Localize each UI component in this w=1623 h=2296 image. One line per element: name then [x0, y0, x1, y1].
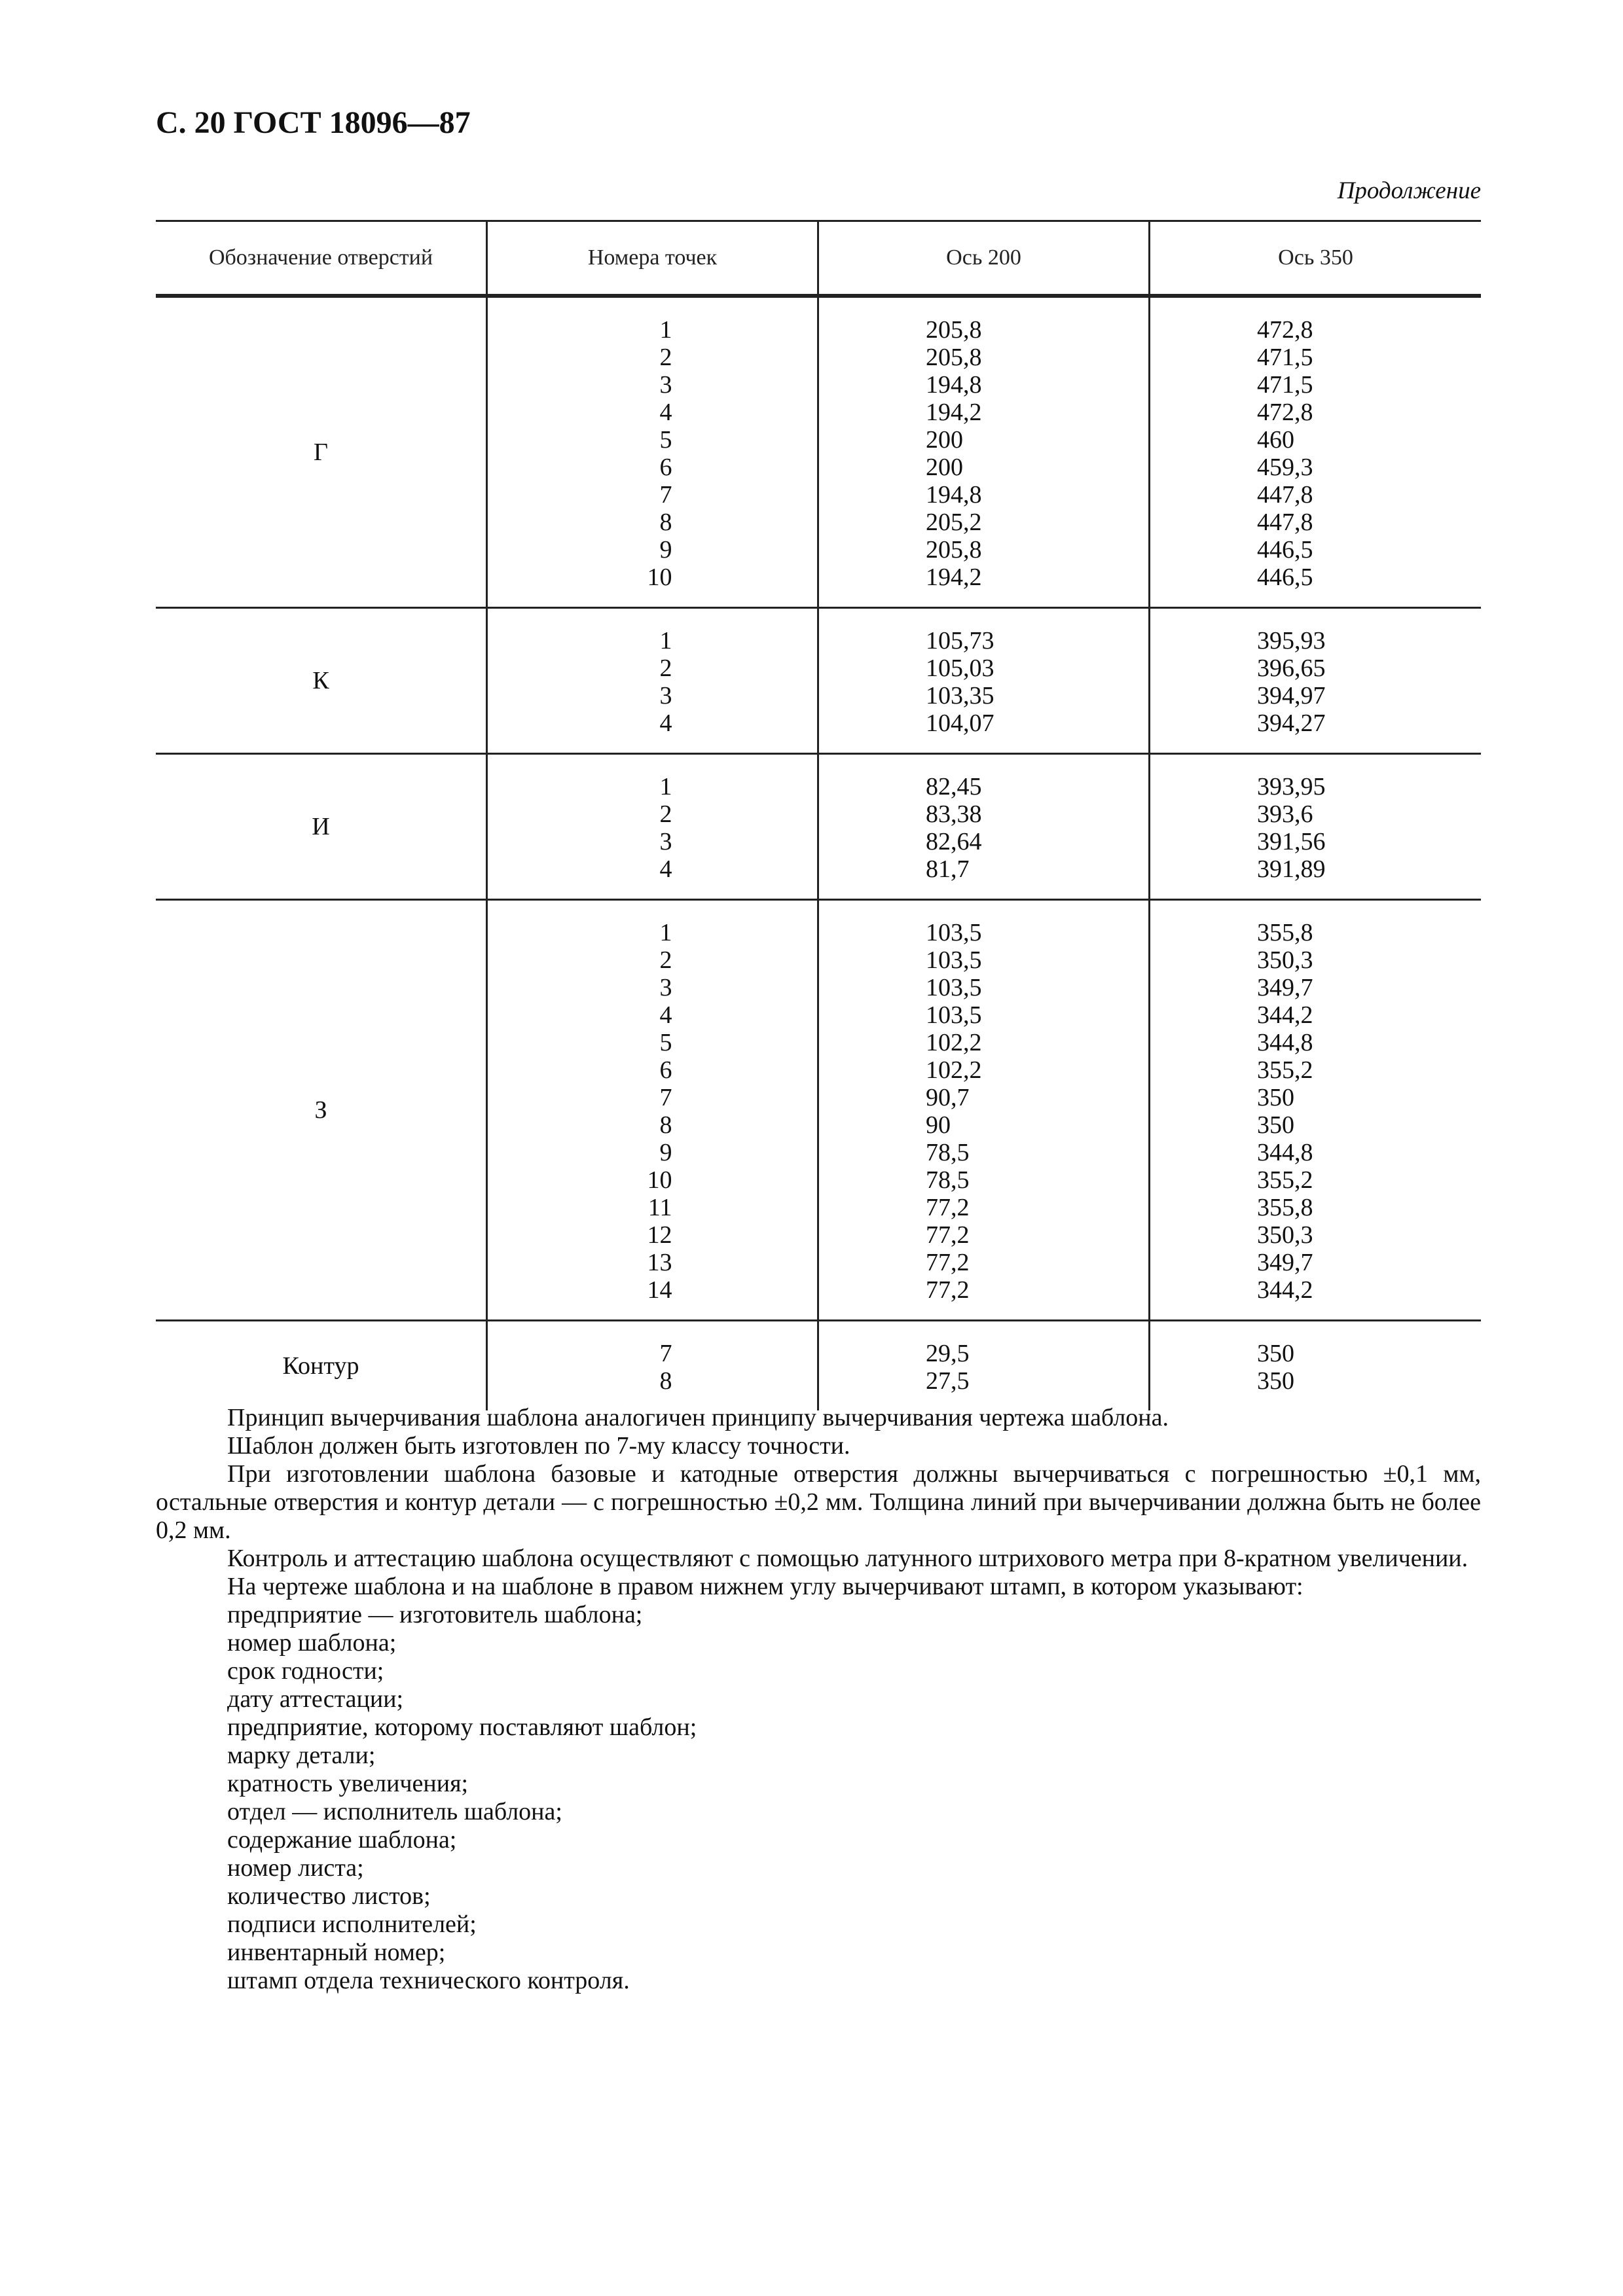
point-number-cell: 8 [659, 1111, 672, 1139]
point-number-column [486, 901, 817, 1319]
list-item: дату аттестации; [227, 1685, 404, 1713]
column-header-axis-200: Ось 200 [817, 222, 1148, 294]
axis-350-cell: 350 [1257, 1367, 1294, 1395]
axis-200-cell: 104,07 [926, 709, 994, 737]
paragraph: На чертеже шаблона и на шаблоне в правом нижнем углу вычерчивают штамп, в котором указывают: [227, 1573, 1304, 1600]
axis-200-cell: 103,5 [926, 974, 982, 1001]
continuation-label: Продолжение [1337, 177, 1481, 204]
point-number-cell: 1 [659, 773, 672, 800]
axis-200-cell: 200 [926, 454, 963, 481]
axis-350-cell: 344,2 [1257, 1001, 1313, 1029]
axis-350-cell: 349,7 [1257, 974, 1313, 1001]
axis-200-cell: 78,5 [926, 1166, 970, 1194]
list-item: предприятие, которому поставляют шаблон; [227, 1713, 697, 1741]
point-number-cell: 4 [659, 709, 672, 737]
axis-350-cell: 355,2 [1257, 1056, 1313, 1084]
point-number-cell: 5 [659, 1029, 672, 1056]
axis-350-cell: 393,95 [1257, 773, 1326, 800]
axis-200-cell: 82,64 [926, 828, 982, 855]
axis-200-cell: 77,2 [926, 1249, 970, 1276]
paragraph: При изготовлении шаблона базовые и катодные отверстия должны вычерчиваться с погрешностью ±0,1 мм, остальные отверстия и контур детали — с погрешностью ±0,2 мм. Толщина линий при вычерчивании должна быть не более 0,2 мм. [156, 1460, 1481, 1544]
axis-200-column [817, 298, 1148, 607]
axis-200-cell: 102,2 [926, 1029, 982, 1056]
axis-200-cell: 83,38 [926, 800, 982, 828]
table-group-row [156, 298, 1481, 609]
axis-200-cell: 78,5 [926, 1139, 970, 1166]
list-item: отдел — исполнитель шаблона; [227, 1798, 562, 1825]
point-number-cell: 8 [659, 1367, 672, 1395]
table-group-row [156, 901, 1481, 1321]
axis-200-cell: 205,2 [926, 509, 982, 536]
axis-350-cell: 344,8 [1257, 1139, 1313, 1166]
axis-200-cell: 77,2 [926, 1221, 970, 1249]
axis-200-cell: 205,8 [926, 316, 982, 344]
axis-200-column [817, 1321, 1148, 1410]
axis-200-column [817, 755, 1148, 899]
point-number-cell: 2 [659, 344, 672, 371]
axis-350-cell: 460 [1257, 426, 1294, 454]
axis-350-cell: 395,93 [1257, 627, 1326, 655]
list-item: подписи исполнителей; [227, 1910, 477, 1938]
axis-200-cell: 77,2 [926, 1194, 970, 1221]
axis-350-cell: 447,8 [1257, 481, 1313, 509]
point-number-column [486, 755, 817, 899]
axis-350-cell: 446,5 [1257, 536, 1313, 564]
point-number-cell: 6 [659, 454, 672, 481]
axis-200-cell: 82,45 [926, 773, 982, 800]
point-number-cell: 4 [659, 399, 672, 426]
point-number-cell: 10 [647, 564, 672, 591]
axis-350-cell: 471,5 [1257, 371, 1313, 399]
point-number-cell: 14 [647, 1276, 672, 1304]
paragraph: Контроль и аттестацию шаблона осуществляют с помощью латунного штрихового метра при 8-кратном увеличении. [227, 1545, 1468, 1572]
axis-200-cell: 200 [926, 426, 963, 454]
axis-350-column [1148, 901, 1481, 1319]
body-text [156, 1404, 1481, 1995]
table-group-row [156, 609, 1481, 755]
list-item: инвентарный номер; [227, 1939, 446, 1966]
point-number-cell: 4 [659, 855, 672, 883]
axis-200-cell: 205,8 [926, 344, 982, 371]
column-header-hole-designation: Обозначение отверстий [208, 245, 433, 270]
point-number-cell: 1 [659, 919, 672, 946]
axis-200-cell: 77,2 [926, 1276, 970, 1304]
axis-350-cell: 355,8 [1257, 1194, 1313, 1221]
axis-350-cell: 459,3 [1257, 454, 1313, 481]
point-number-cell: 3 [659, 682, 672, 709]
point-number-cell: 1 [659, 316, 672, 344]
column-header-axis-350: Ось 350 [1148, 222, 1481, 294]
axis-200-cell: 105,03 [926, 655, 994, 682]
axis-200-cell: 194,8 [926, 371, 982, 399]
axis-350-cell: 472,8 [1257, 316, 1313, 344]
point-number-cell: 1 [659, 627, 672, 655]
axis-200-cell: 29,5 [926, 1340, 970, 1367]
axis-200-cell: 105,73 [926, 627, 994, 655]
point-number-cell: 11 [647, 1194, 672, 1221]
point-number-cell: 4 [659, 1001, 672, 1029]
hole-designation-cell: З [314, 1096, 327, 1124]
point-number-column [486, 609, 817, 753]
axis-350-cell: 355,8 [1257, 919, 1313, 946]
list-item: кратность увеличения; [227, 1770, 469, 1797]
axis-350-cell: 350 [1257, 1111, 1294, 1139]
axis-350-cell: 350 [1257, 1084, 1294, 1111]
axis-350-cell: 350,3 [1257, 1221, 1313, 1249]
axis-350-cell: 391,89 [1257, 855, 1326, 883]
list-item: количество листов; [227, 1882, 431, 1910]
axis-350-cell: 446,5 [1257, 564, 1313, 591]
axis-200-column [817, 609, 1148, 753]
hole-designation-cell: Контур [282, 1352, 359, 1380]
point-number-cell: 7 [659, 1340, 672, 1367]
axis-200-cell: 103,35 [926, 682, 994, 709]
point-number-cell: 13 [647, 1249, 672, 1276]
axis-200-cell: 102,2 [926, 1056, 982, 1084]
hole-designation-cell: И [312, 813, 330, 840]
list-item: срок годности; [227, 1657, 384, 1685]
axis-200-cell: 194,2 [926, 399, 982, 426]
axis-350-cell: 350 [1257, 1340, 1294, 1367]
axis-200-column [817, 901, 1148, 1319]
axis-350-cell: 447,8 [1257, 509, 1313, 536]
hole-designation-cell: К [312, 667, 329, 694]
axis-200-cell: 194,8 [926, 481, 982, 509]
point-number-cell: 2 [659, 655, 672, 682]
list-item: номер листа; [227, 1854, 364, 1882]
axis-350-column [1148, 1321, 1481, 1410]
list-item: предприятие — изготовитель шаблона; [227, 1601, 643, 1628]
point-number-cell: 6 [659, 1056, 672, 1084]
point-number-column [486, 1321, 817, 1410]
axis-350-cell: 391,56 [1257, 828, 1326, 855]
axis-350-cell: 349,7 [1257, 1249, 1313, 1276]
axis-200-cell: 81,7 [926, 855, 970, 883]
axis-200-cell: 90 [926, 1111, 951, 1139]
axis-350-column [1148, 298, 1481, 607]
axis-350-cell: 393,6 [1257, 800, 1313, 828]
axis-350-cell: 394,27 [1257, 709, 1326, 737]
point-number-cell: 3 [659, 974, 672, 1001]
point-number-cell: 2 [659, 800, 672, 828]
axis-350-cell: 472,8 [1257, 399, 1313, 426]
list-item: марку детали; [227, 1742, 376, 1769]
axis-350-cell: 396,65 [1257, 655, 1326, 682]
table-header-row [156, 220, 1481, 298]
list-item: содержание шаблона; [227, 1826, 457, 1854]
paragraph: Принцип вычерчивания шаблона аналогичен принципу вычерчивания чертежа шаблона. [227, 1404, 1169, 1431]
axis-200-cell: 103,5 [926, 1001, 982, 1029]
point-number-column [486, 298, 817, 607]
point-number-cell: 2 [659, 946, 672, 974]
axis-350-cell: 344,2 [1257, 1276, 1313, 1304]
point-number-cell: 9 [659, 1139, 672, 1166]
list-item: штамп отдела технического контроля. [227, 1967, 630, 1994]
point-number-cell: 12 [647, 1221, 672, 1249]
axis-200-cell: 103,5 [926, 919, 982, 946]
page-header: С. 20 ГОСТ 18096—87 [156, 105, 471, 140]
axis-350-column [1148, 609, 1481, 753]
coordinates-table [156, 220, 1481, 1410]
axis-200-cell: 205,8 [926, 536, 982, 564]
axis-350-cell: 355,2 [1257, 1166, 1313, 1194]
axis-200-cell: 194,2 [926, 564, 982, 591]
point-number-cell: 5 [659, 426, 672, 454]
list-item: номер шаблона; [227, 1629, 397, 1657]
hole-designation-cell: Г [314, 439, 328, 466]
paragraph: Шаблон должен быть изготовлен по 7-му классу точности. [227, 1432, 850, 1460]
axis-350-column [1148, 755, 1481, 899]
axis-200-cell: 103,5 [926, 946, 982, 974]
axis-350-cell: 394,97 [1257, 682, 1326, 709]
point-number-cell: 7 [659, 1084, 672, 1111]
point-number-cell: 3 [659, 828, 672, 855]
axis-200-cell: 90,7 [926, 1084, 970, 1111]
point-number-cell: 8 [659, 509, 672, 536]
point-number-cell: 9 [659, 536, 672, 564]
point-number-cell: 3 [659, 371, 672, 399]
axis-350-cell: 471,5 [1257, 344, 1313, 371]
point-number-cell: 10 [647, 1166, 672, 1194]
table-group-row [156, 755, 1481, 901]
axis-200-cell: 27,5 [926, 1367, 970, 1395]
table-group-row [156, 1321, 1481, 1410]
column-header-point-numbers: Номера точек [486, 222, 817, 294]
point-number-cell: 7 [659, 481, 672, 509]
axis-350-cell: 344,8 [1257, 1029, 1313, 1056]
axis-350-cell: 350,3 [1257, 946, 1313, 974]
